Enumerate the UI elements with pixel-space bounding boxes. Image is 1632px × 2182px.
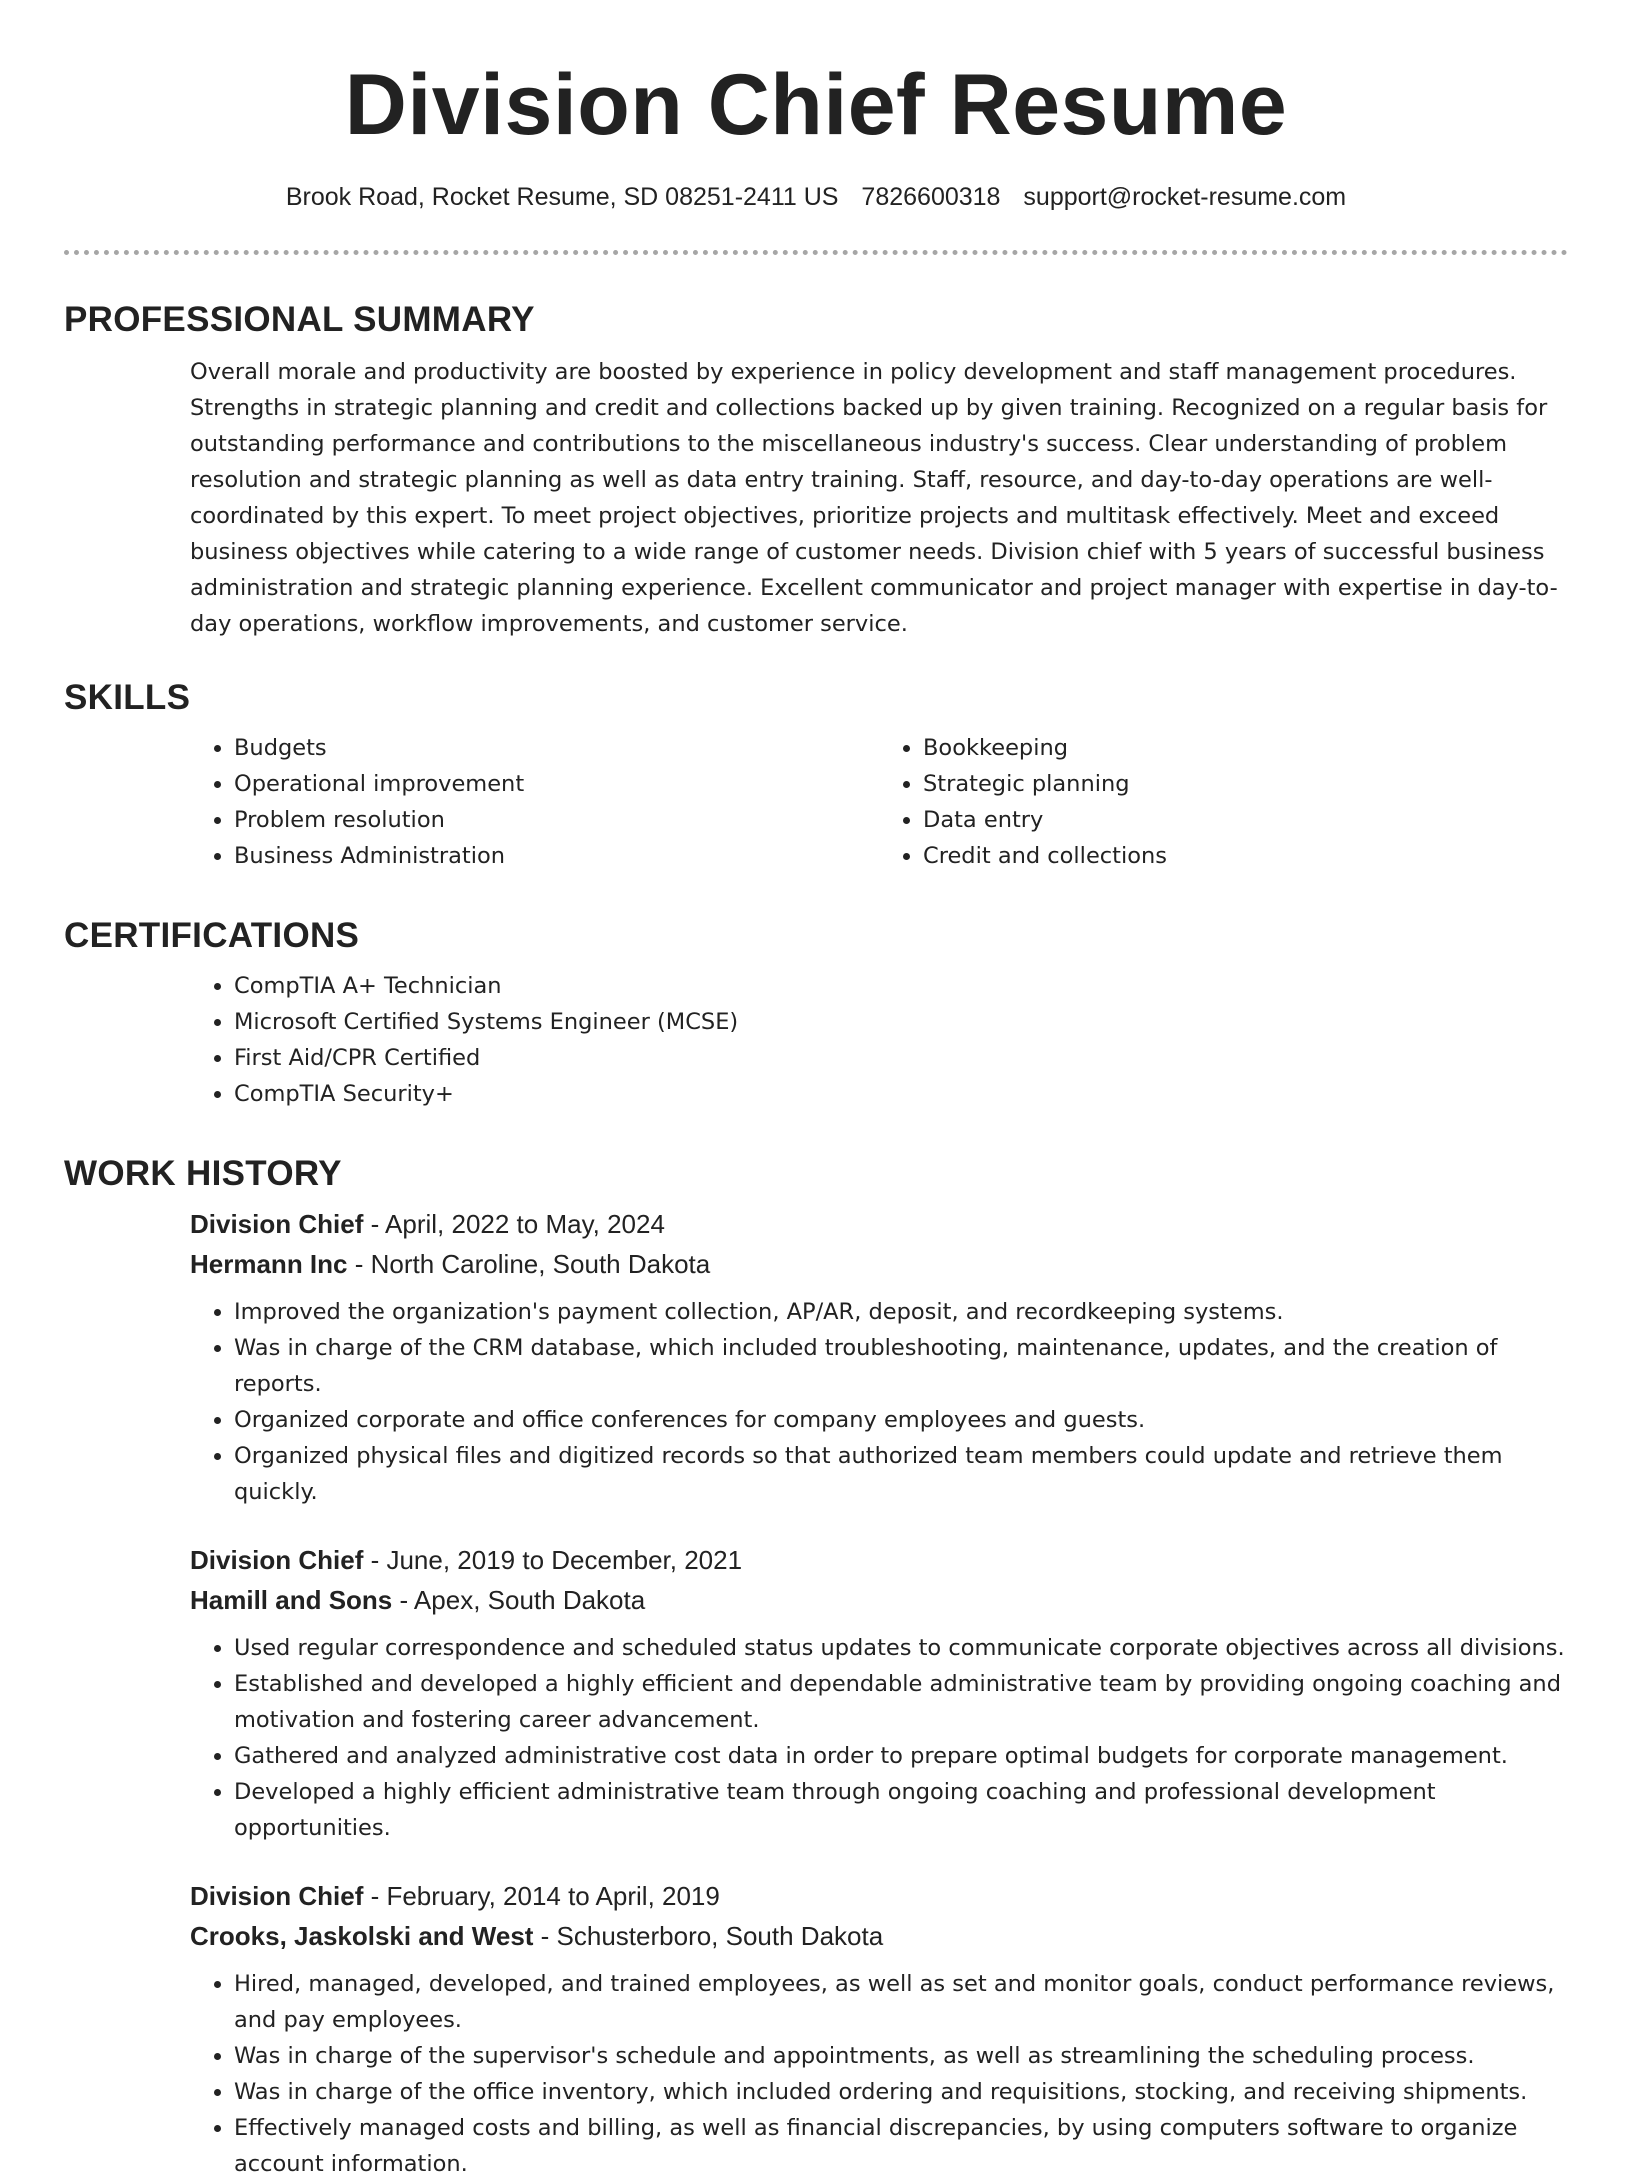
skills-list-right (879, 730, 1568, 874)
job-company-line (190, 1580, 1568, 1620)
job-entry (190, 1540, 1568, 1846)
skills-grid (190, 730, 1568, 874)
job-bullet: • Organized corporate and office conferences for company employees and guests. (234, 1402, 1568, 1438)
certification-item: • Microsoft Certified Systems Engineer (MCSE) (234, 1004, 1568, 1040)
contact-line (0, 180, 1632, 214)
job-entry (190, 1204, 1568, 1510)
job-bullets (190, 1294, 1568, 1510)
job-dates: - June, 2019 to December, 2021 (363, 1545, 743, 1575)
job-entry (190, 1876, 1568, 2182)
job-bullet: • Organized physical files and digitized records so that authorized team members could update and retrieve them quickly. (234, 1438, 1568, 1510)
certification-item: • CompTIA Security+ (234, 1076, 1568, 1112)
skill-item: • Operational improvement (234, 766, 879, 802)
skills-list-left (190, 730, 879, 874)
job-bullet: • Established and developed a highly efficient and dependable administrative team by providing ongoing coaching and motivation and fostering career advancement. (234, 1666, 1568, 1738)
job-bullets (190, 1966, 1568, 2182)
job-location: - Schusterboro, South Dakota (533, 1921, 884, 1951)
section-skills (64, 676, 1568, 874)
job-location: - Apex, South Dakota (392, 1585, 646, 1615)
summary-content (190, 354, 1568, 642)
job-company: Hamill and Sons (190, 1585, 393, 1615)
job-bullet: • Used regular correspondence and scheduled status updates to communicate corporate objectives across all divisions. (234, 1630, 1568, 1666)
resume-title: Division Chief Resume (344, 57, 1288, 153)
skill-item: • Budgets (234, 730, 879, 766)
job-bullet: • Effectively managed costs and billing, as well as financial discrepancies, by using computers software to organize account information. (234, 2110, 1568, 2182)
job-bullet: • Was in charge of the office inventory, which included ordering and requisitions, stocking, and receiving shipments. (234, 2074, 1568, 2110)
job-title-line (190, 1876, 1568, 1916)
section-heading: CERTIFICATIONS (64, 916, 360, 955)
job-bullet: • Improved the organization's payment collection, AP/AR, deposit, and recordkeeping systems. (234, 1294, 1568, 1330)
job-bullet: • Developed a highly efficient administrative team through ongoing coaching and professional development opportunities. (234, 1774, 1568, 1846)
job-title-line (190, 1540, 1568, 1580)
job-location: - North Caroline, South Dakota (347, 1249, 711, 1279)
section-professional-summary (64, 298, 1568, 642)
job-bullet: • Was in charge of the CRM database, which included troubleshooting, maintenance, updates, and the creation of reports. (234, 1330, 1568, 1402)
skill-item: • Data entry (923, 802, 1568, 838)
job-company-line (190, 1916, 1568, 1956)
job-company: Crooks, Jaskolski and West (190, 1921, 534, 1951)
certification-item: • First Aid/CPR Certified (234, 1040, 1568, 1076)
contact-address: Brook Road, Rocket Resume, SD 08251-2411 US (285, 183, 839, 211)
job-title-line (190, 1204, 1568, 1244)
skill-item: • Bookkeeping (923, 730, 1568, 766)
skill-item: • Strategic planning (923, 766, 1568, 802)
work-content (190, 1204, 1568, 2182)
job-title: Division Chief (190, 1545, 364, 1575)
section-heading: WORK HISTORY (64, 1154, 342, 1193)
job-dates: - April, 2022 to May, 2024 (363, 1209, 665, 1239)
certifications-content (190, 968, 1568, 1112)
job-bullet: • Hired, managed, developed, and trained employees, as well as set and monitor goals, conduct performance reviews, and pay employees. (234, 1966, 1568, 2038)
job-company: Hermann Inc (190, 1249, 348, 1279)
job-bullets (190, 1630, 1568, 1846)
section-work-history (64, 1152, 1568, 2182)
header-divider (64, 250, 1568, 255)
section-heading: SKILLS (64, 678, 191, 717)
contact-email: support@rocket-resume.com (1023, 183, 1347, 211)
certifications-list (190, 968, 1568, 1112)
contact-phone: 7826600318 (861, 183, 1001, 211)
summary-text: Overall morale and productivity are boosted by experience in policy development and staff management procedures. Strengths in strategic planning and credit and collections backed up by given training. Recognized on a regular basis for outstanding performance and contributions to the miscellaneous industry's success. Clear understanding of problem resolution and strategic planning as well as data entry training. Staff, resource, and day-to-day operations are well-coordinated by this expert. To meet project objectives, prioritize projects and multitask effectively. Meet and exceed business objectives while catering to a wide range of customer needs. Division chief with 5 years of successful business administration and strategic planning experience. Excellent communicator and project manager with expertise in day-to-day operations, workflow improvements, and customer service. (190, 359, 1558, 637)
skill-item: • Credit and collections (923, 838, 1568, 874)
section-certifications (64, 914, 1568, 1112)
job-title: Division Chief (190, 1881, 364, 1911)
job-bullet: • Gathered and analyzed administrative cost data in order to prepare optimal budgets for corporate management. (234, 1738, 1568, 1774)
skill-item: • Problem resolution (234, 802, 879, 838)
job-company-line (190, 1244, 1568, 1284)
job-bullet: • Was in charge of the supervisor's schedule and appointments, as well as streamlining the scheduling process. (234, 2038, 1568, 2074)
skill-item: • Business Administration (234, 838, 879, 874)
section-heading: PROFESSIONAL SUMMARY (64, 300, 535, 339)
job-dates: - February, 2014 to April, 2019 (363, 1881, 720, 1911)
certification-item: • CompTIA A+ Technician (234, 968, 1568, 1004)
job-title: Division Chief (190, 1209, 364, 1239)
